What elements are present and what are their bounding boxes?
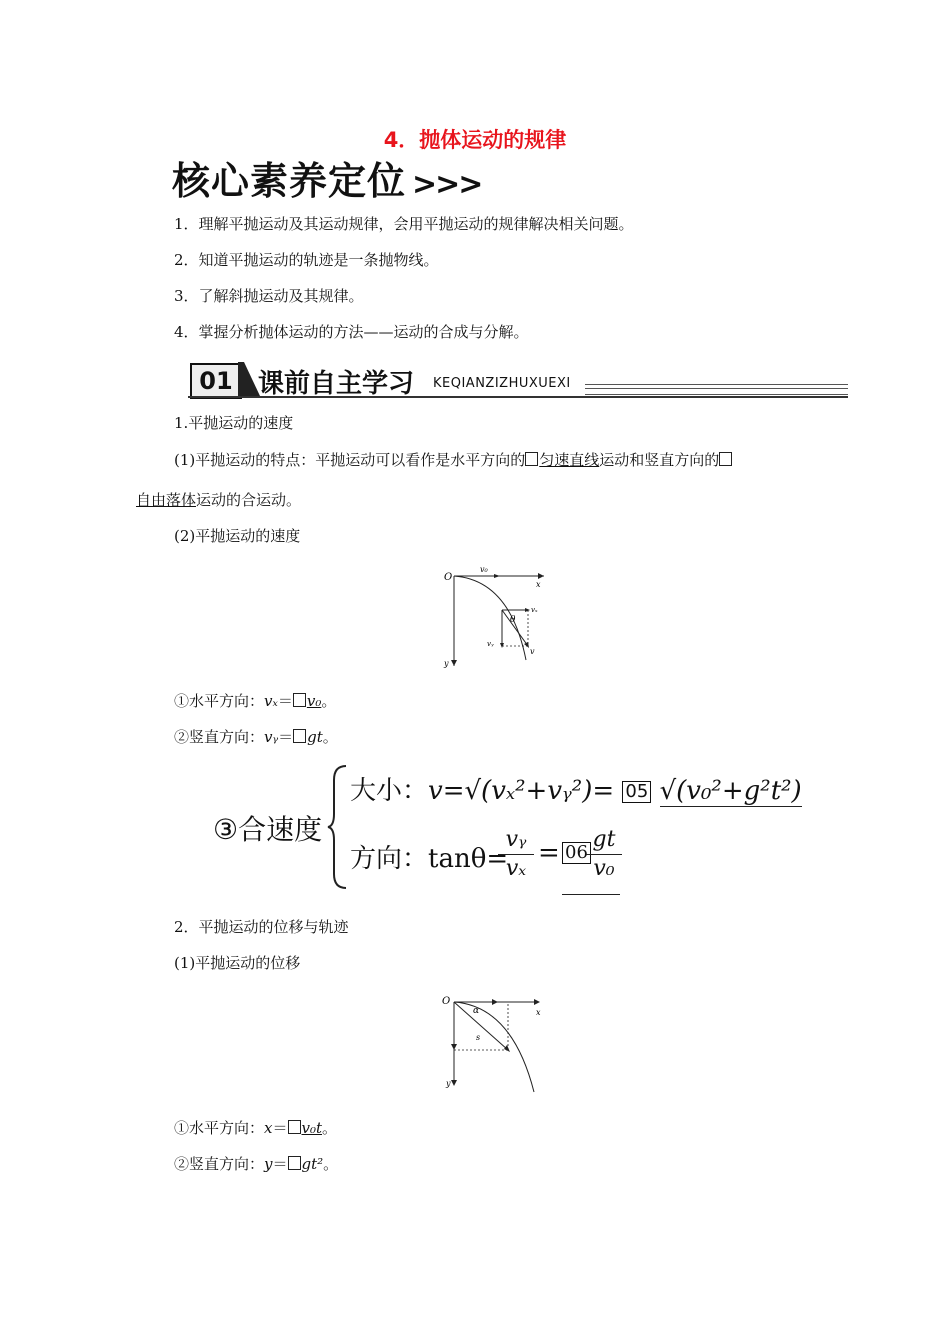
combo-label: ③合速度 [213,813,323,846]
velocity-diagram [440,562,550,674]
combo-dir-eq: = [538,838,560,868]
core-literacy-heading [172,150,481,205]
s1-v-label: ②竖直方向： [174,728,265,746]
s1-p1-e: 运动的合运动。 [196,491,302,509]
fig2-alpha: α [473,1006,480,1016]
s1-v-end: 。 [322,728,338,746]
page-title: 4．抛体运动的规律 [383,128,567,152]
section-rule [585,384,848,395]
section-rule-mid [585,388,848,389]
fig2-origin: O [442,996,451,1007]
section-pinyin: KEQIANZIZHUXUEXI [433,376,571,391]
s1-h-eq: ＝ [277,692,293,710]
combo-dir-fraction [498,826,534,883]
s1-p1-answer2: 自由落体 [136,491,197,509]
fig2-s: s [476,1033,481,1042]
s1-para1-line1 [174,450,733,470]
s2-v-var: y [264,1155,273,1173]
fig1-theta: θ [510,615,516,625]
s2-horizontal [174,1118,337,1138]
core-heading-text: 核心素养定位 [172,159,407,203]
s2-vertical [174,1154,338,1174]
fig1-origin: O [444,572,453,583]
blank-box-icon [293,693,306,707]
s1-v-eq: ＝ [278,728,294,746]
brace-icon [326,764,350,890]
s1-p1-c: 运动和竖直方向的 [599,451,720,469]
s2-heading: 2．平抛运动的位移与轨迹 [174,918,349,936]
combo-dir-row [350,838,508,875]
fig1-v: v [530,647,535,656]
section-title: 课前自主学习 [258,369,415,399]
combo-dir-num-bot: vₓ [505,856,527,881]
combo-size-label: 大小： [350,776,429,806]
objective-3: 3．了解斜抛运动及其规律。 [174,287,364,305]
s1-para1-line2 [136,490,301,510]
arrows-icon: >>> [412,167,482,202]
s1-v-answer: gt [307,728,323,746]
s2-v-eq: ＝ [272,1155,288,1173]
section-baseline [188,396,848,398]
combo-dir-ans-bot: v₀ [593,856,615,881]
fig2-y: y [446,1079,451,1088]
objective-1: 1．理解平抛运动及其运动规律，会用平抛运动的规律解决相关问题。 [174,215,634,233]
fig1-y: y [444,659,449,668]
combo-dir-num-top: vᵧ [498,826,534,855]
s1-h-end: 。 [321,692,337,710]
s1-p1-answer1: 匀速直线 [539,451,600,469]
s2-h-end: 。 [322,1119,338,1137]
combo-dir-num: 06 [562,842,591,864]
combo-dir-label: 方向： [350,844,429,874]
s1-h-label: ①水平方向： [174,692,265,710]
combo-dir-ans-top: gt [586,826,622,855]
combo-dir-answer [586,826,622,883]
blank-box-icon [719,452,732,466]
s2-para1: (1)平抛运动的位移 [174,954,301,972]
s1-heading: 1.平抛运动的速度 [174,414,294,432]
blank-box-icon [288,1120,301,1134]
s1-v-var: vᵧ [264,728,279,746]
combo-dir-expr: tanθ= [428,844,509,874]
combo-size-num: 05 [622,781,651,803]
s2-h-answer: v₀t [301,1119,323,1137]
fig1-x: x [536,580,541,589]
s2-v-answer: gt² [301,1155,324,1173]
blank-box-icon [525,452,538,466]
s1-p1-a: (1)平抛运动的特点：平抛运动可以看作是水平方向的 [174,451,526,469]
s2-v-end: 。 [323,1155,339,1173]
s2-h-label: ①水平方向： [174,1119,265,1137]
combo-size-row [350,770,802,807]
fig2-x: x [536,1008,541,1017]
combo-size-expr: v=√(vₓ²+vᵧ²)= [428,776,615,806]
s2-h-eq: ＝ [272,1119,288,1137]
s1-horizontal [174,691,336,711]
objective-2: 2．知道平抛运动的轨迹是一条抛物线。 [174,251,439,269]
s1-vertical [174,727,338,747]
fig1-vy: vᵧ [487,640,494,648]
displacement-diagram [440,988,552,1100]
blank-box-icon [293,729,306,743]
fig1-v0: v₀ [480,565,488,574]
section-number: 01 [190,363,242,399]
s2-h-var: x [264,1119,273,1137]
s1-h-answer: v₀ [306,692,322,710]
section-wedge-icon [238,362,260,398]
objective-4: 4．掌握分析抛体运动的方法——运动的合成与分解。 [174,323,529,341]
s1-para2: (2)平抛运动的速度 [174,527,301,545]
s1-h-var: vₓ [264,692,278,710]
s2-v-label: ②竖直方向： [174,1155,265,1173]
fig1-vx: vₓ [531,606,538,614]
blank-box-icon [288,1156,301,1170]
combo-size-answer: √(v₀²+g²t²) [659,776,802,806]
combo-dir-underline [562,894,620,895]
